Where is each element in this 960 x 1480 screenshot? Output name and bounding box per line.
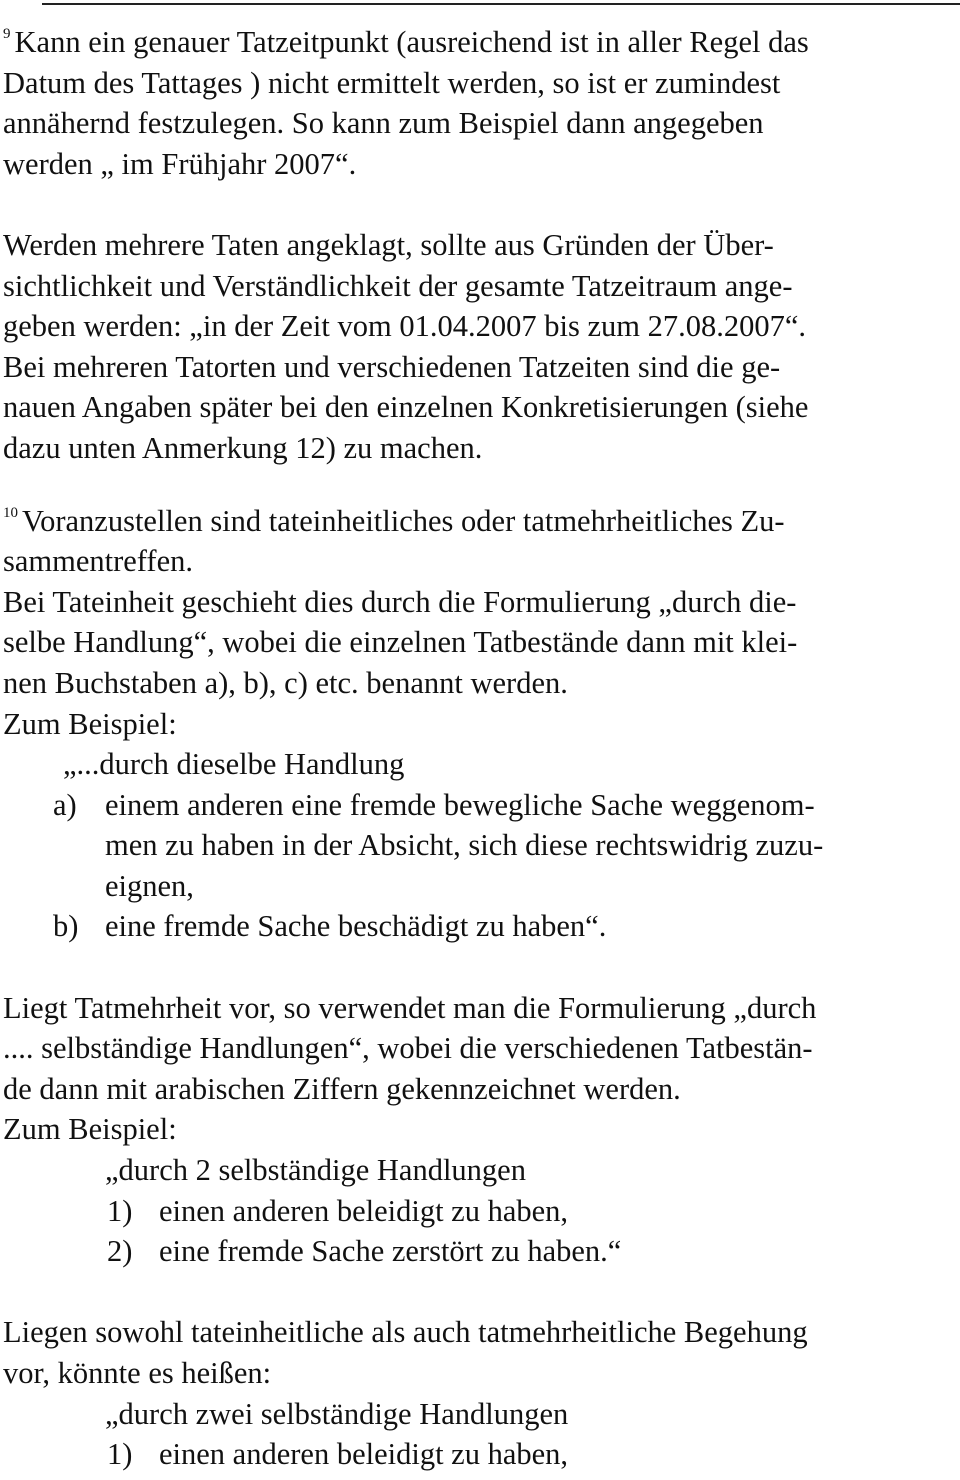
example-2-item-1: 1) einen anderen beleidigt zu haben, <box>3 1191 953 1232</box>
combined-line-1: Liegen sowohl tateinheitliche als auch tatmehrheitliche Begehung <box>3 1315 808 1350</box>
footnote-separator-rule <box>42 3 960 5</box>
example-1-intro: „...durch dieselbe Handlung <box>63 747 405 782</box>
footnote-10-line-3: Bei Tateinheit geschieht dies durch die Formulierung „durch die- <box>3 584 797 619</box>
footnote-10-marker: 10 <box>3 504 18 521</box>
footnote-9-para2-line-4: Bei mehreren Tatorten und verschiedenen Tatzeiten sind die ge- <box>3 349 781 384</box>
example-1-item-b: b) eine fremde Sache beschädigt zu haben“. <box>3 906 953 947</box>
example-3-item-1: 1) einen anderen beleidigt zu haben, <box>3 1434 953 1475</box>
example-1-item-a-cont-1: men zu haben in der Absicht, sich diese rechtswidrig zuzu- <box>105 828 824 863</box>
footnote-9-para2-line-2: sichtlichkeit und Verständlichkeit der gesamte Tatzeitraum ange- <box>3 268 793 303</box>
item-marker: a) <box>53 787 77 822</box>
footnote-9-para2-line-5: nauen Angaben später bei den einzelnen Konkretisierungen (siehe <box>3 390 809 425</box>
footnote-9-marker: 9 <box>3 26 11 42</box>
paragraph-gap <box>3 947 953 988</box>
footnote-9-line-2: Datum des Tattages ) nicht ermittelt werden, so ist er zumindest <box>3 65 781 100</box>
footnote-page <box>3 22 953 1475</box>
example-2-item-2: 2) eine fremde Sache zerstört zu haben.“ <box>3 1231 953 1272</box>
item-marker: 1) <box>107 1193 133 1228</box>
example-3-intro: „durch zwei selbständige Handlungen <box>105 1396 569 1431</box>
footnote-9-para2-line-6: dazu unten Anmerkung 12) zu machen. <box>3 430 483 465</box>
footnote-10-line-4: selbe Handlung“, wobei die einzelnen Tatbestände dann mit klei- <box>3 625 798 660</box>
item-marker: 1) <box>107 1437 133 1472</box>
example-2-intro: „durch 2 selbständige Handlungen <box>105 1153 526 1188</box>
paragraph-gap <box>3 1272 953 1313</box>
tatmehrheit-line-4: Zum Beispiel: <box>3 1112 177 1147</box>
tatmehrheit-line-3: de dann mit arabischen Ziffern gekennzeichnet werden. <box>3 1071 681 1106</box>
footnote-10-line-5: nen Buchstaben a), b), c) etc. benannt werden. <box>3 665 568 700</box>
paragraph-gap <box>3 184 953 225</box>
tatmehrheit-line-1: Liegt Tatmehrheit vor, so verwendet man die Formulierung „durch <box>3 990 817 1025</box>
footnote-9-line-3: annähernd festzulegen. So kann zum Beispiel dann angegeben <box>3 106 764 141</box>
example-1-item-a: a) einem anderen eine fremde bewegliche Sache weggenom- <box>3 785 953 826</box>
tatmehrheit-line-2: .... selbständige Handlungen“, wobei die verschiedenen Tatbestän- <box>3 1031 813 1066</box>
item-marker: b) <box>53 909 79 944</box>
footnote-10-line-6: Zum Beispiel: <box>3 706 177 741</box>
footnote-10-line-1: $^{10}$ Voranzustellen sind tateinheitliches oder tatmehrheitliches Zu- <box>3 503 785 538</box>
footnote-9-para2-line-1: Werden mehrere Taten angeklagt, sollte aus Gründen der Über- <box>3 227 774 262</box>
footnote-9-para2-line-3: geben werden: „in der Zeit vom 01.04.2007 bis zum 27.08.2007“. <box>3 309 806 344</box>
footnote-9-line-1: $^9$ Kann ein genauer Tatzeitpunkt (ausreichend ist in aller Regel das <box>3 25 809 59</box>
footnote-9-line-4: werden „ im Frühjahr 2007“. <box>3 146 357 181</box>
footnote-10-line-2: sammentreffen. <box>3 544 193 579</box>
item-marker: 2) <box>107 1234 133 1269</box>
combined-line-2: vor, könnte es heißen: <box>3 1356 272 1390</box>
footnote-gap <box>3 469 953 501</box>
example-1-item-a-cont-2: eignen, <box>105 868 194 903</box>
